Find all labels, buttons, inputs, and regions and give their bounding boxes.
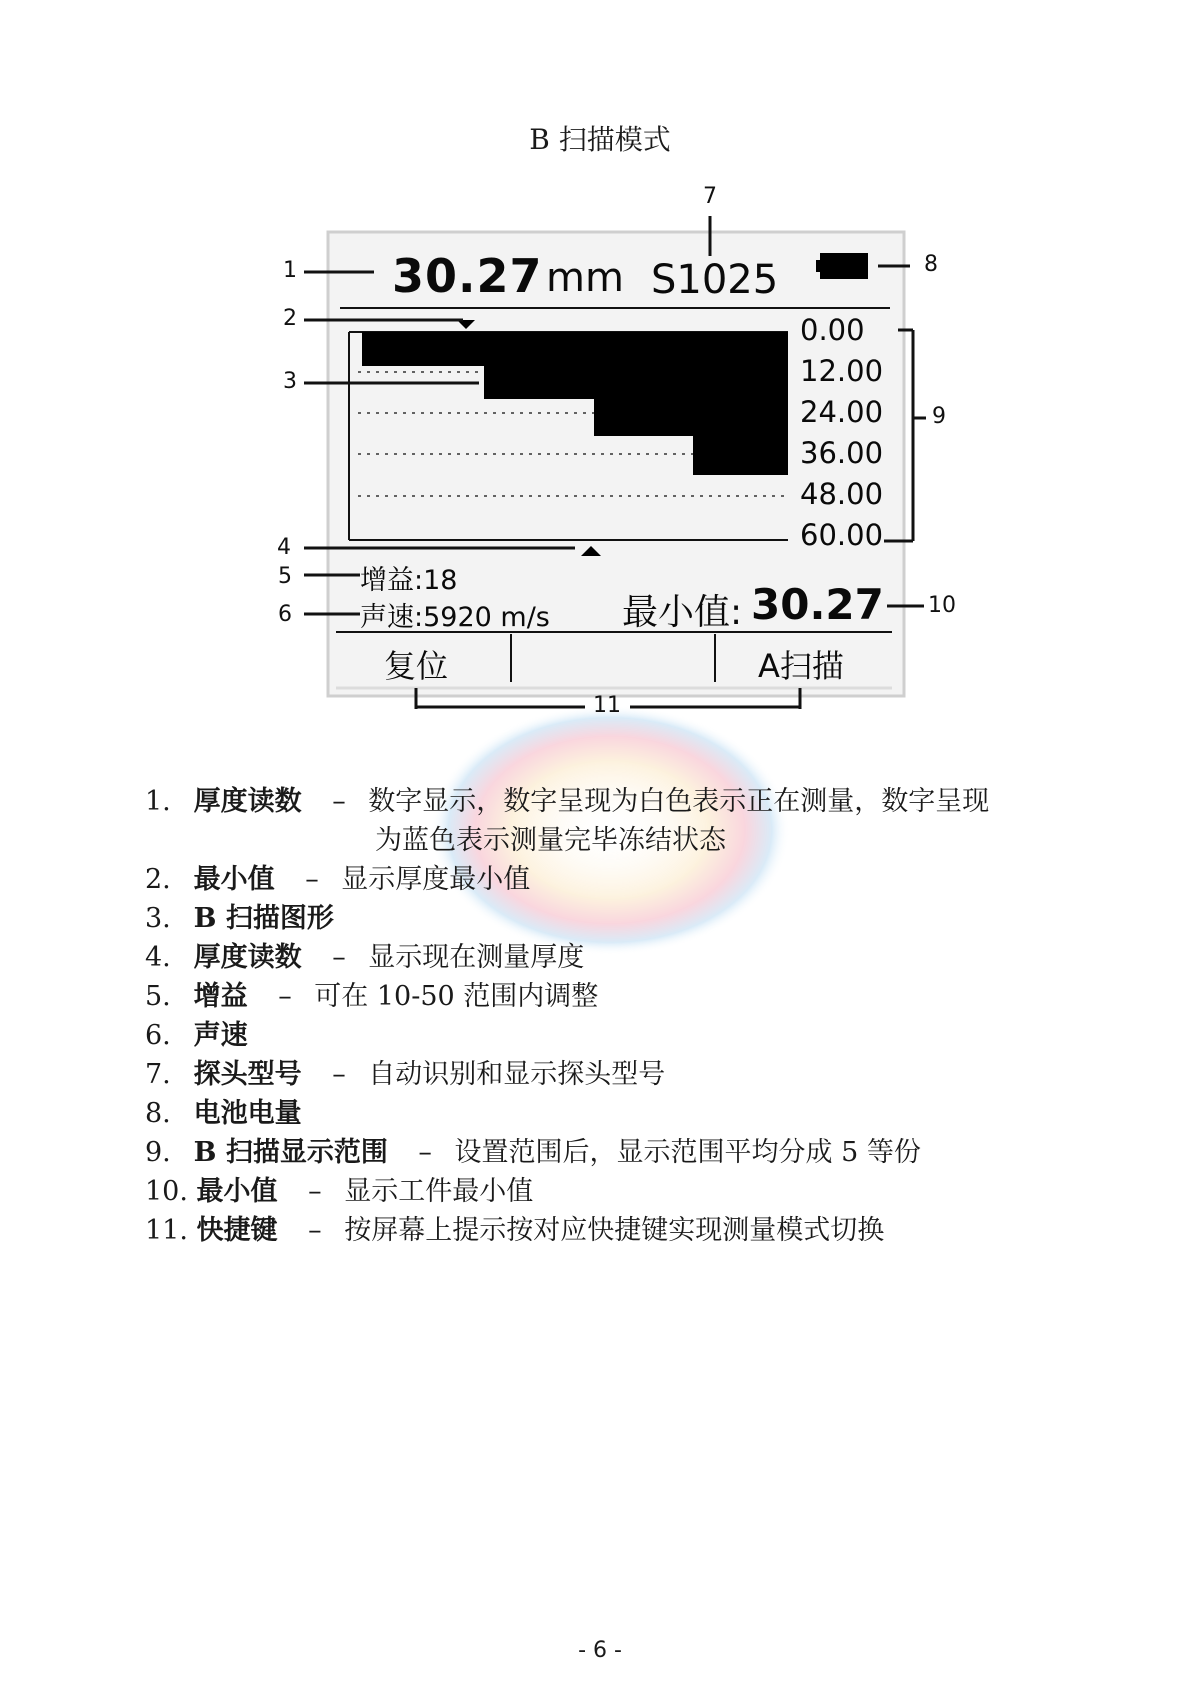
- list-item: [145, 1211, 989, 1250]
- softkey-a-scan[interactable]: A扫描: [758, 647, 844, 685]
- list-item: [145, 1172, 989, 1211]
- min-value: 30.27: [751, 580, 884, 629]
- item-desc: 按屏幕上提示按对应快捷键实现测量模式切换: [344, 1215, 885, 1246]
- current-marker: [581, 546, 601, 556]
- item-desc: 可在 10-50 范围内调整: [314, 981, 599, 1012]
- item-term: 增益: [193, 981, 248, 1012]
- callout-4: 4: [277, 535, 291, 560]
- item-desc: 显示厚度最小值: [341, 864, 531, 895]
- list-item: [145, 1133, 989, 1172]
- item-separator: –: [332, 1059, 346, 1090]
- callout-5: 5: [278, 564, 292, 589]
- gain-readout: 增益:18: [360, 565, 458, 596]
- list-item-continuation: [145, 821, 989, 860]
- range-tick: 24.00: [800, 395, 884, 429]
- callout-6: 6: [278, 602, 292, 627]
- item-desc: 数字显示，数字呈现为白色表示正在测量，数字呈现: [368, 786, 990, 817]
- callout-9: 9: [932, 404, 946, 429]
- item-desc: 设置范围后，显示范围平均分成 5 等份: [454, 1137, 921, 1168]
- list-item: [145, 860, 989, 899]
- item-desc: 自动识别和显示探头型号: [368, 1059, 666, 1090]
- item-term: 电池电量: [193, 1098, 302, 1129]
- item-term: B 扫描显示范围: [193, 1137, 388, 1168]
- item-separator: –: [308, 1215, 322, 1246]
- thickness-value: 30.27: [392, 249, 543, 303]
- item-number: 10.: [145, 1176, 188, 1207]
- battery-full-icon: [816, 253, 868, 279]
- list-item: [145, 938, 989, 977]
- min-label: 最小值:: [622, 592, 743, 633]
- callout-2: 2: [283, 306, 297, 331]
- item-desc: 为蓝色表示测量完毕冻结状态: [375, 825, 726, 856]
- item-term: 探头型号: [193, 1059, 302, 1090]
- thickness-unit: mm: [546, 255, 624, 301]
- item-separator: –: [278, 981, 292, 1012]
- range-tick: 0.00: [800, 313, 865, 347]
- page-number: - 6 -: [578, 1638, 622, 1663]
- item-term: 声速: [193, 1020, 248, 1051]
- section-title: B 扫描模式: [529, 123, 671, 156]
- item-number: 6.: [145, 1020, 171, 1051]
- item-term: 厚度读数: [193, 786, 302, 817]
- velocity-readout: 声速:5920 m/s: [360, 602, 550, 633]
- item-term: 最小值: [193, 864, 275, 895]
- item-number: 5.: [145, 981, 171, 1012]
- thickness-reading: [392, 249, 543, 303]
- item-desc: 显示现在测量厚度: [368, 942, 585, 973]
- b-scan-figure: [0, 0, 1200, 720]
- item-number: 9.: [145, 1137, 171, 1168]
- list-item: [145, 899, 989, 938]
- callout-11: 11: [593, 693, 621, 718]
- item-term: 厚度读数: [193, 942, 302, 973]
- item-number: 8.: [145, 1098, 171, 1129]
- softkey-reset[interactable]: 复位: [384, 647, 449, 685]
- list-item: [145, 1094, 989, 1133]
- figure-lines: [0, 0, 1200, 720]
- list-item: [145, 1055, 989, 1094]
- item-separator: –: [332, 942, 346, 973]
- callout-8: 8: [924, 252, 938, 277]
- range-tick: 48.00: [800, 477, 884, 511]
- item-number: 3.: [145, 903, 171, 934]
- item-number: 1.: [145, 786, 171, 817]
- list-item: [145, 782, 989, 821]
- probe-model: S1025: [651, 257, 779, 303]
- item-term: 快捷键: [196, 1215, 278, 1246]
- item-number: 2.: [145, 864, 171, 895]
- item-term: 最小值: [196, 1176, 278, 1207]
- item-number: 11.: [145, 1215, 188, 1246]
- item-number: 4.: [145, 942, 171, 973]
- list-item: [145, 977, 989, 1016]
- item-separator: –: [418, 1137, 432, 1168]
- legend-list: [145, 782, 989, 1250]
- item-separator: –: [308, 1176, 322, 1207]
- range-tick: 12.00: [800, 354, 884, 388]
- callout-10: 10: [928, 593, 956, 618]
- callout-3: 3: [283, 369, 297, 394]
- callout-1: 1: [283, 258, 297, 283]
- range-tick: 36.00: [800, 436, 884, 470]
- item-separator: –: [305, 864, 319, 895]
- item-separator: –: [332, 786, 346, 817]
- item-term: B 扫描图形: [193, 903, 334, 934]
- item-number: 7.: [145, 1059, 171, 1090]
- item-desc: 显示工件最小值: [344, 1176, 534, 1207]
- callout-7: 7: [703, 184, 717, 209]
- list-item: [145, 1016, 989, 1055]
- range-tick: 60.00: [800, 518, 884, 552]
